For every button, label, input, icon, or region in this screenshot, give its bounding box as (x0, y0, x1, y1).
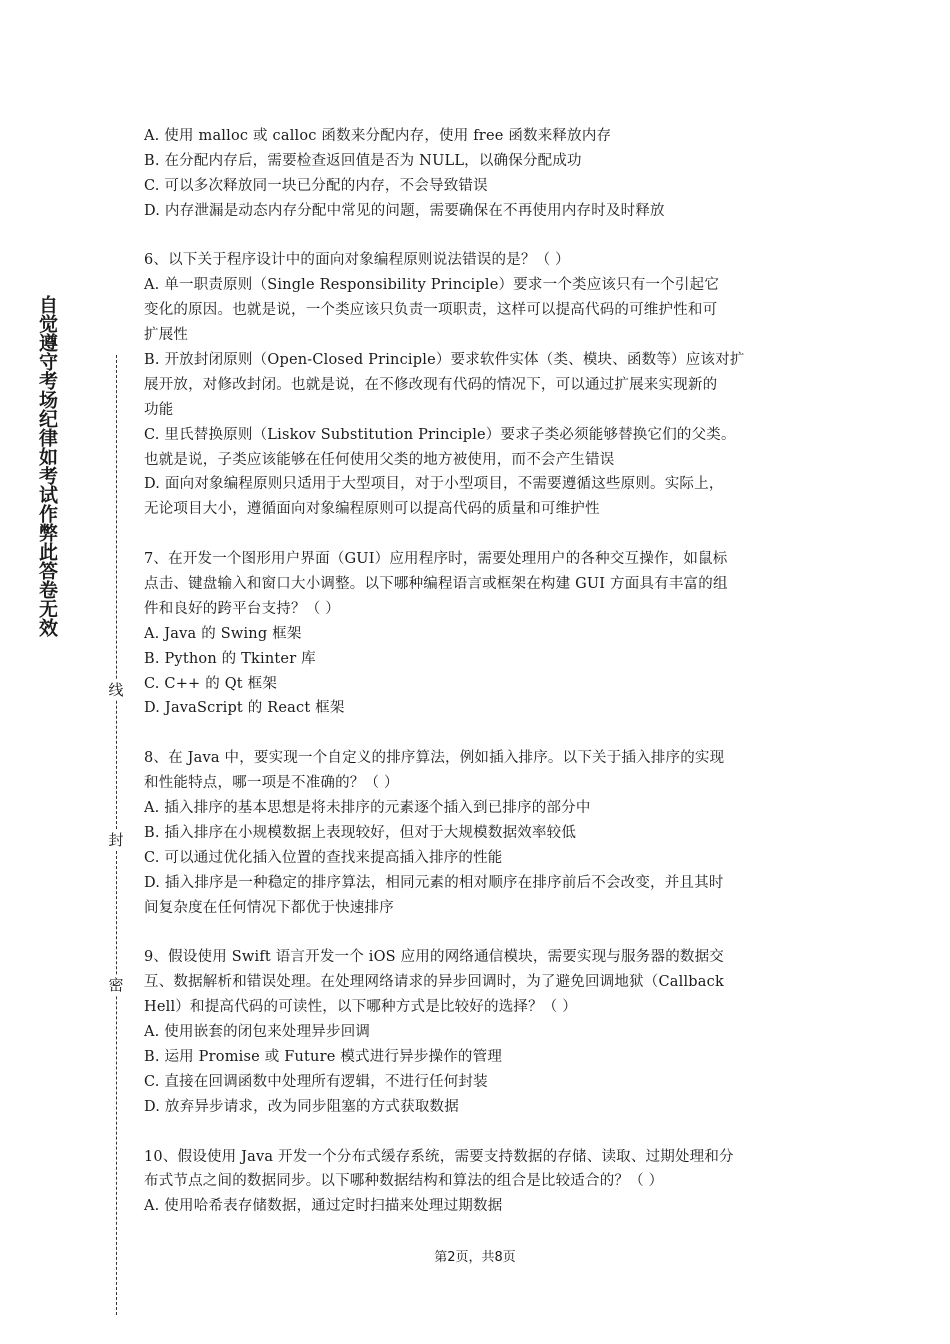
answer-option-line: 也就是说，子类应该能够在任何使用父类的地方被使用，而不会产生错误 (144, 451, 615, 468)
answer-option-line: 间复杂度在任何情况下都优于快速排序 (144, 899, 394, 916)
answer-option (144, 796, 812, 821)
answer-option-line: 无论项目大小，遵循面向对象编程原则可以提高代码的质量和可维护性 (144, 501, 600, 518)
answer-option-line: C. C++ 的 Qt 框架 (144, 675, 278, 692)
answer-option-line: B. 开放封闭原则（Open-Closed Principle）要求软件实体（类、模块、函数等）应该对扩 (144, 352, 745, 369)
answer-option (144, 672, 812, 697)
answer-option (144, 174, 812, 199)
question-block (144, 124, 812, 224)
answer-option-line: B. 插入排序在小规模数据上表现较好，但对于大规模数据效率较低 (144, 824, 577, 841)
binding-mark-mi: 密 (106, 975, 126, 995)
question-gap (144, 921, 812, 946)
answer-option (144, 124, 812, 149)
answer-option-line: A. 使用 malloc 或 calloc 函数来分配内存，使用 free 函数来释放内存 (144, 128, 612, 144)
answer-option-line: B. Python 的 Tkinter 库 (144, 650, 316, 667)
question-stem-line: 互、数据解析和错误处理。在处理网络请求的异步回调时，为了避免回调地狱（Callback (144, 974, 724, 991)
answer-option (144, 622, 812, 647)
page-footer: 第2页，共8页 (434, 1250, 516, 1265)
answer-option (144, 1020, 812, 1045)
answer-option (144, 696, 812, 721)
question-block (144, 746, 812, 920)
answer-option (144, 1194, 812, 1219)
question-gap (144, 721, 812, 746)
answer-option (144, 821, 812, 846)
question-stem-line: 点击、键盘输入和窗口大小调整。以下哪种编程语言或框架在构建 GUI 方面具有丰富的组 (144, 576, 728, 593)
question-gap (144, 1120, 812, 1145)
answer-option (144, 647, 812, 672)
answer-option-line: D. 面向对象编程原则只适用于大型项目，对于小型项目，不需要遵循这些原则。实际上， (144, 476, 724, 493)
answer-option-line: D. JavaScript 的 React 框架 (144, 700, 345, 717)
answer-option-line: D. 放弃异步请求，改为同步阻塞的方式获取数据 (144, 1098, 459, 1115)
answer-option-line: B. 在分配内存后，需要检查返回值是否为 NULL，以确保分配成功 (144, 152, 582, 169)
answer-option-line: D. 插入排序是一种稳定的排序算法，相同元素的相对顺序在排序前后不会改变，并且其时 (144, 874, 724, 891)
exam-discipline-notice: 自觉遵守考场纪律如考试作弊此答卷无效 (36, 295, 58, 637)
answer-option-line: C. 可以多次释放同一块已分配的内存，不会导致错误 (144, 177, 488, 194)
answer-option-line: A. Java 的 Swing 框架 (144, 625, 302, 642)
answer-option-line: C. 里氏替换原则（Liskov Substitution Principle）要求子类必须能够替换它们的父类。 (144, 426, 736, 443)
answer-option (144, 846, 812, 871)
question-stem-line: 8、在 Java 中，要实现一个自定义的排序算法，例如插入排序。以下关于插入排序的实现 (144, 750, 725, 767)
answer-option-line: 变化的原因。也就是说，一个类应该只负责一项职责，这样可以提高代码的可维护性和可 (144, 302, 718, 319)
question-stem-line: 7、在开发一个图形用户界面（GUI）应用程序时，需要处理用户的各种交互操作，如鼠标 (144, 551, 728, 568)
answer-option (144, 348, 812, 423)
answer-option (144, 423, 812, 473)
answer-option-line: A. 插入排序的基本思想是将未排序的元素逐个插入到已排序的部分中 (144, 800, 591, 817)
answer-option-line: A. 使用哈希表存储数据，通过定时扫描来处理过期数据 (144, 1198, 503, 1215)
question-stem-line: 件和良好的跨平台支持？（ ） (144, 600, 340, 617)
answer-option (144, 1045, 812, 1070)
answer-option-line: 展开放，对修改封闭。也就是说，在不修改现有代码的情况下，可以通过扩展来实现新的 (144, 376, 718, 393)
question-stem-line: 和性能特点，哪一项是不准确的？（ ） (144, 775, 399, 792)
answer-option-line: 扩展性 (144, 327, 189, 344)
question-content (144, 124, 812, 1219)
question-stem-line: 10、假设使用 Java 开发一个分布式缓存系统，需要支持数据的存储、读取、过期处理和分 (144, 1148, 734, 1165)
answer-option (144, 199, 812, 224)
answer-option-line: D. 内存泄漏是动态内存分配中常见的问题，需要确保在不再使用内存时及时释放 (144, 202, 665, 219)
question-stem-line: 6、以下关于程序设计中的面向对象编程原则说法错误的是？（ ） (144, 252, 570, 269)
answer-option (144, 149, 812, 174)
binding-mark-feng: 封 (106, 830, 126, 850)
answer-option-line: A. 单一职责原则（Single Responsibility Principle）要求一个类应该只有一个引起它 (144, 277, 720, 294)
answer-option (144, 1070, 812, 1095)
question-block (144, 547, 812, 721)
question-gap (144, 224, 812, 249)
answer-option (144, 273, 812, 348)
question-gap (144, 522, 812, 547)
binding-mark-xian: 线 (106, 680, 126, 700)
answer-option-line: B. 运用 Promise 或 Future 模式进行异步操作的管理 (144, 1048, 503, 1065)
question-block (144, 248, 812, 522)
question-stem-line: 9、假设使用 Swift 语言开发一个 iOS 应用的网络通信模块，需要实现与服务器的数据交 (144, 949, 724, 966)
answer-option (144, 871, 812, 921)
answer-option-line: C. 直接在回调函数中处理所有逻辑，不进行任何封装 (144, 1073, 488, 1090)
question-block (144, 1145, 812, 1220)
answer-option (144, 472, 812, 522)
answer-option-line: C. 可以通过优化插入位置的查找来提高插入排序的性能 (144, 849, 503, 866)
question-stem-line: 布式节点之间的数据同步。以下哪种数据结构和算法的组合是比较适合的？（ ） (144, 1173, 664, 1190)
answer-option-line: A. 使用嵌套的闭包来处理异步回调 (144, 1024, 371, 1041)
answer-option (144, 1095, 812, 1120)
answer-option-line: 功能 (144, 401, 174, 418)
question-stem-line: Hell）和提高代码的可读性，以下哪种方式是比较好的选择？（ ） (144, 999, 578, 1016)
question-block (144, 945, 812, 1119)
